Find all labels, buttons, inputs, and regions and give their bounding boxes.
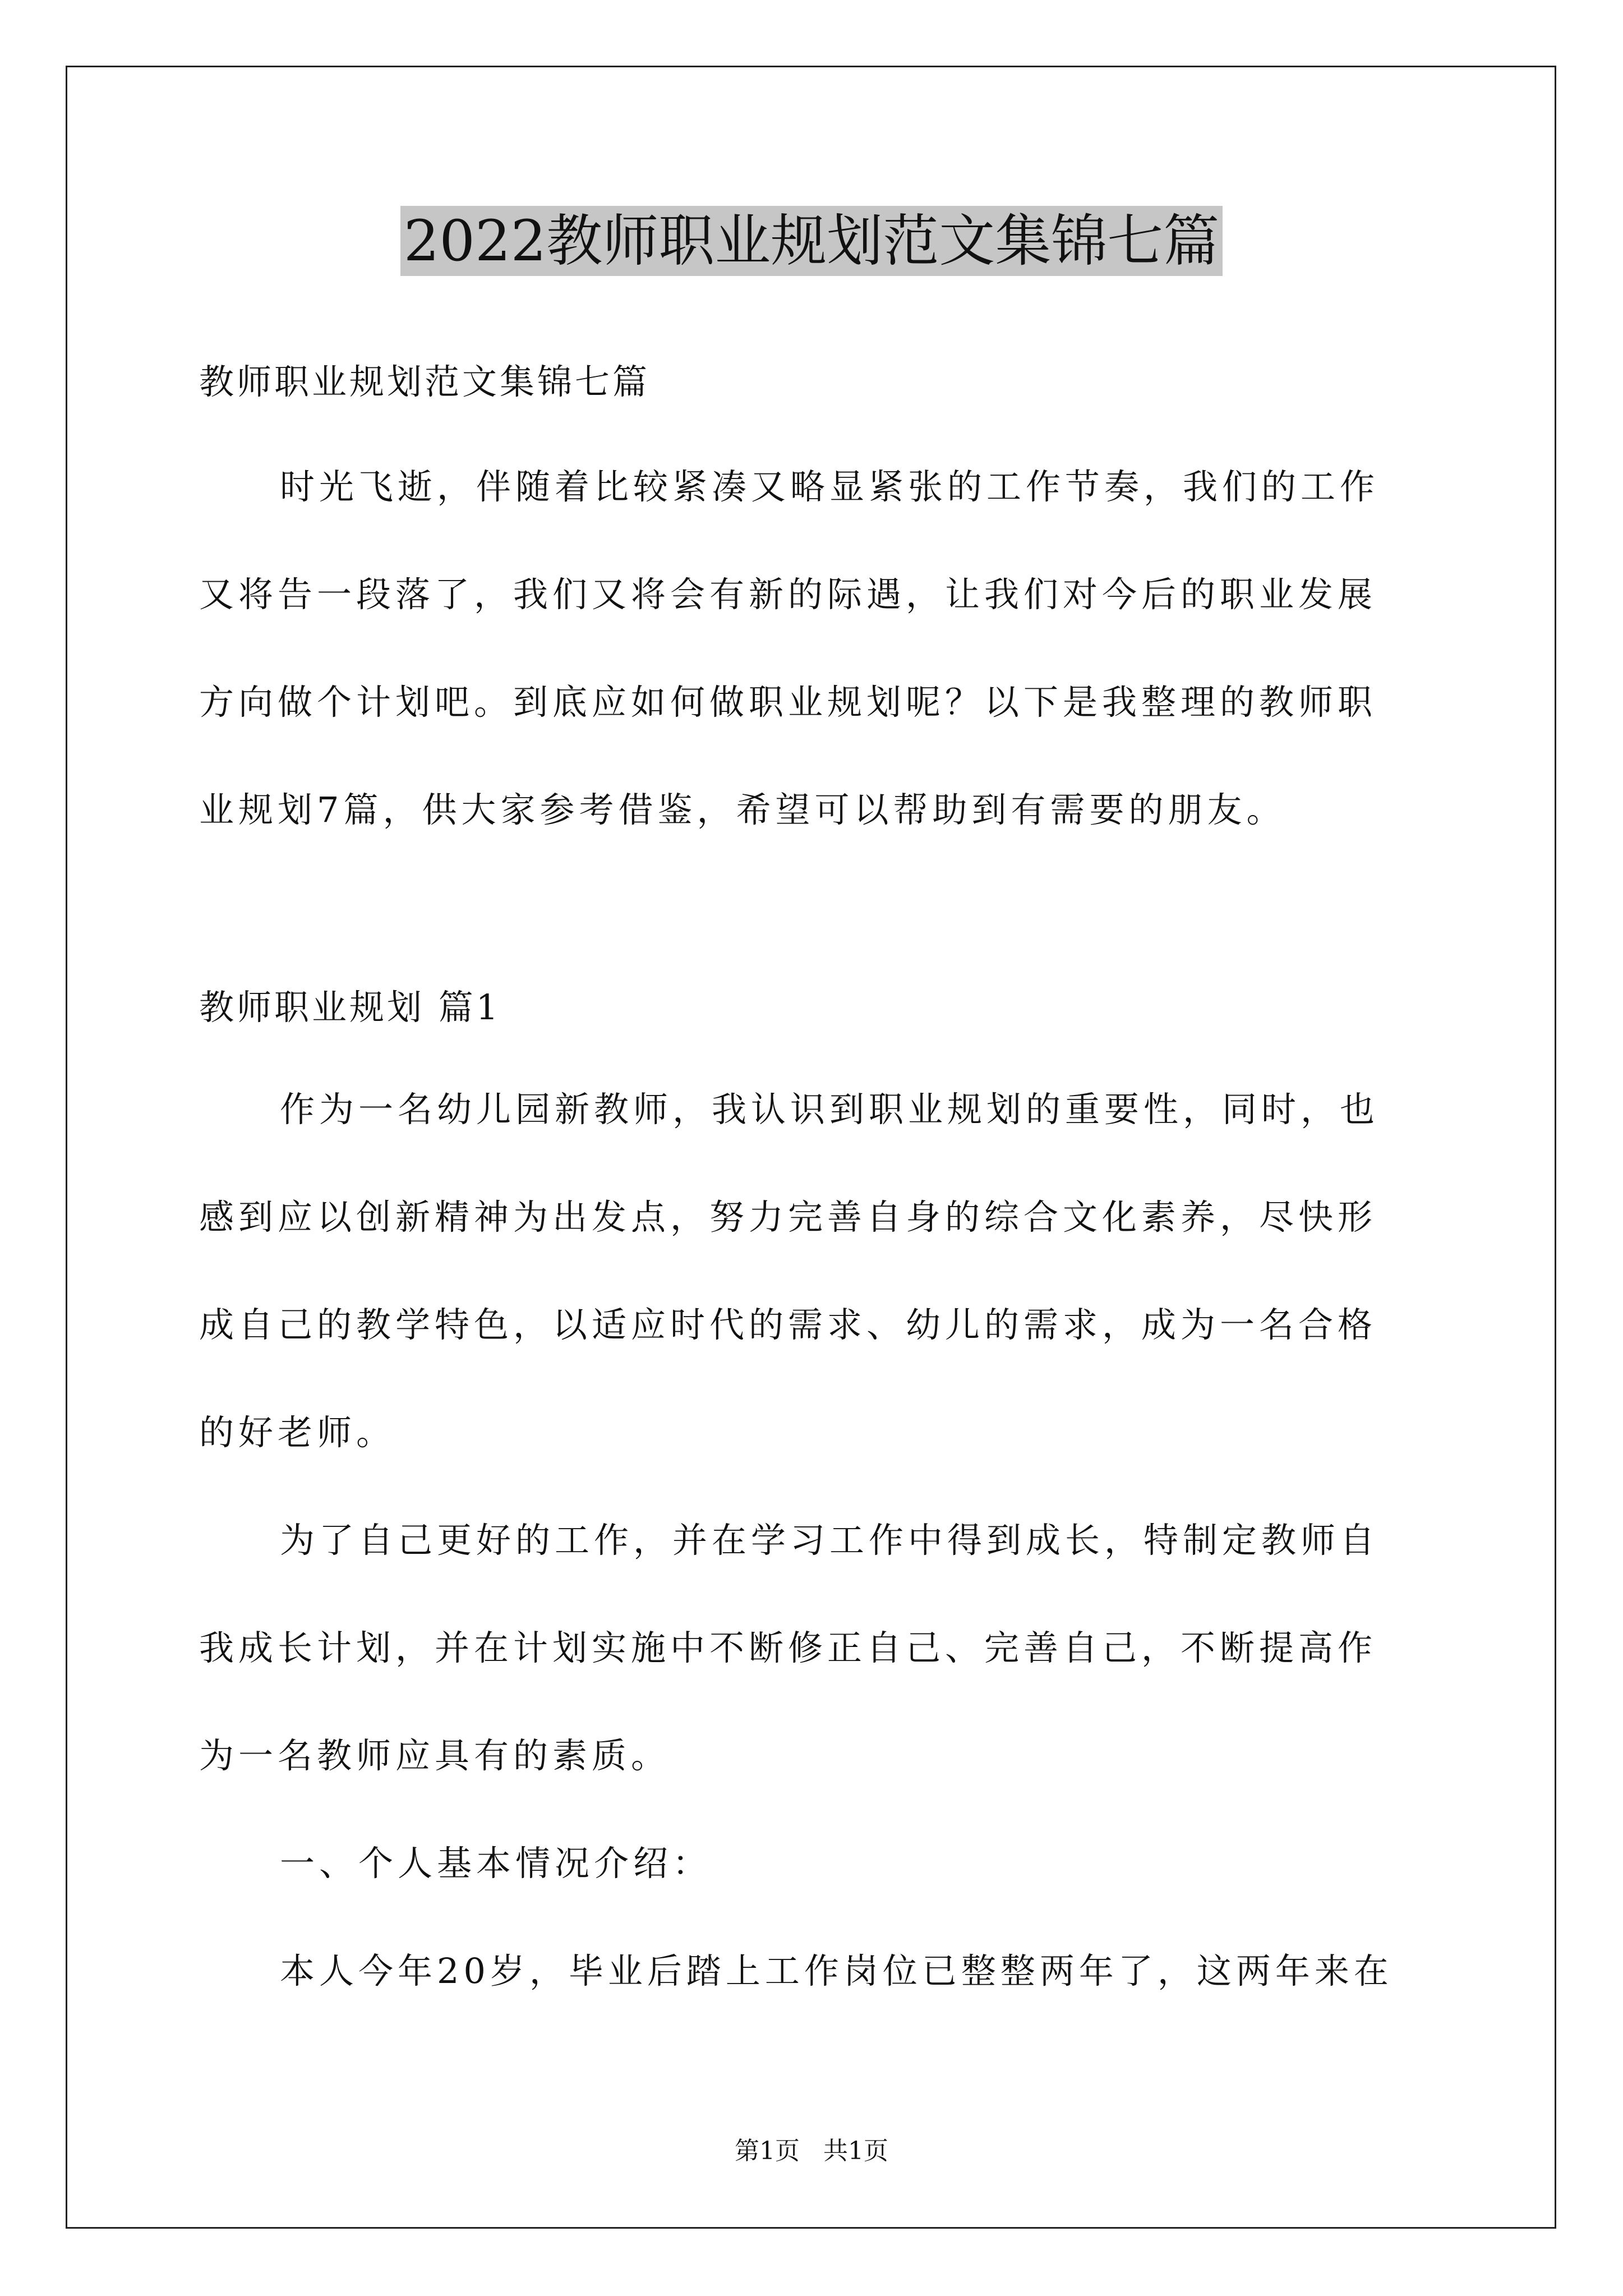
para1-line-3: 成自己的教学特色，以适应时代的需求、幼儿的需求，成为一名合格 xyxy=(199,1304,1377,1345)
section-heading: 教师职业规划 篇1 xyxy=(199,987,501,1028)
para2-line-2: 我成长计划，并在计划实施中不断修正自己、完善自己，不断提高作 xyxy=(199,1627,1377,1668)
document-title-text: 2022教师职业规划范文集锦七篇 xyxy=(400,206,1223,276)
document-subtitle: 教师职业规划范文集锦七篇 xyxy=(199,361,651,402)
para2-line-1: 为了自己更好的工作，并在学习工作中得到成长，特制定教师自 xyxy=(280,1520,1380,1561)
item1-heading: 一、个人基本情况介绍： xyxy=(280,1843,712,1884)
para3-line-1: 本人今年20岁，毕业后踏上工作岗位已整整两年了，这两年来在 xyxy=(280,1950,1393,1991)
page-footer: 第1页 共1页 xyxy=(735,2137,888,2165)
intro-line-4: 业规划7篇，供大家参考借鉴，希望可以帮助到有需要的朋友。 xyxy=(199,789,1286,830)
para1-line-4: 的好老师。 xyxy=(199,1412,396,1453)
document-title xyxy=(0,202,1623,280)
para2-line-3: 为一名教师应具有的素质。 xyxy=(199,1735,671,1776)
para1-line-1: 作为一名幼儿园新教师，我认识到职业规划的重要性，同时，也 xyxy=(280,1089,1380,1130)
intro-line-1: 时光飞逝，伴随着比较紧凑又略显紧张的工作节奏，我们的工作 xyxy=(280,466,1380,507)
intro-line-3: 方向做个计划吧。到底应如何做职业规划呢？以下是我整理的教师职 xyxy=(199,682,1377,723)
para1-line-2: 感到应以创新精神为出发点，努力完善自身的综合文化素养，尽快形 xyxy=(199,1197,1377,1237)
intro-line-2: 又将告一段落了，我们又将会有新的际遇，让我们对今后的职业发展 xyxy=(199,574,1377,615)
